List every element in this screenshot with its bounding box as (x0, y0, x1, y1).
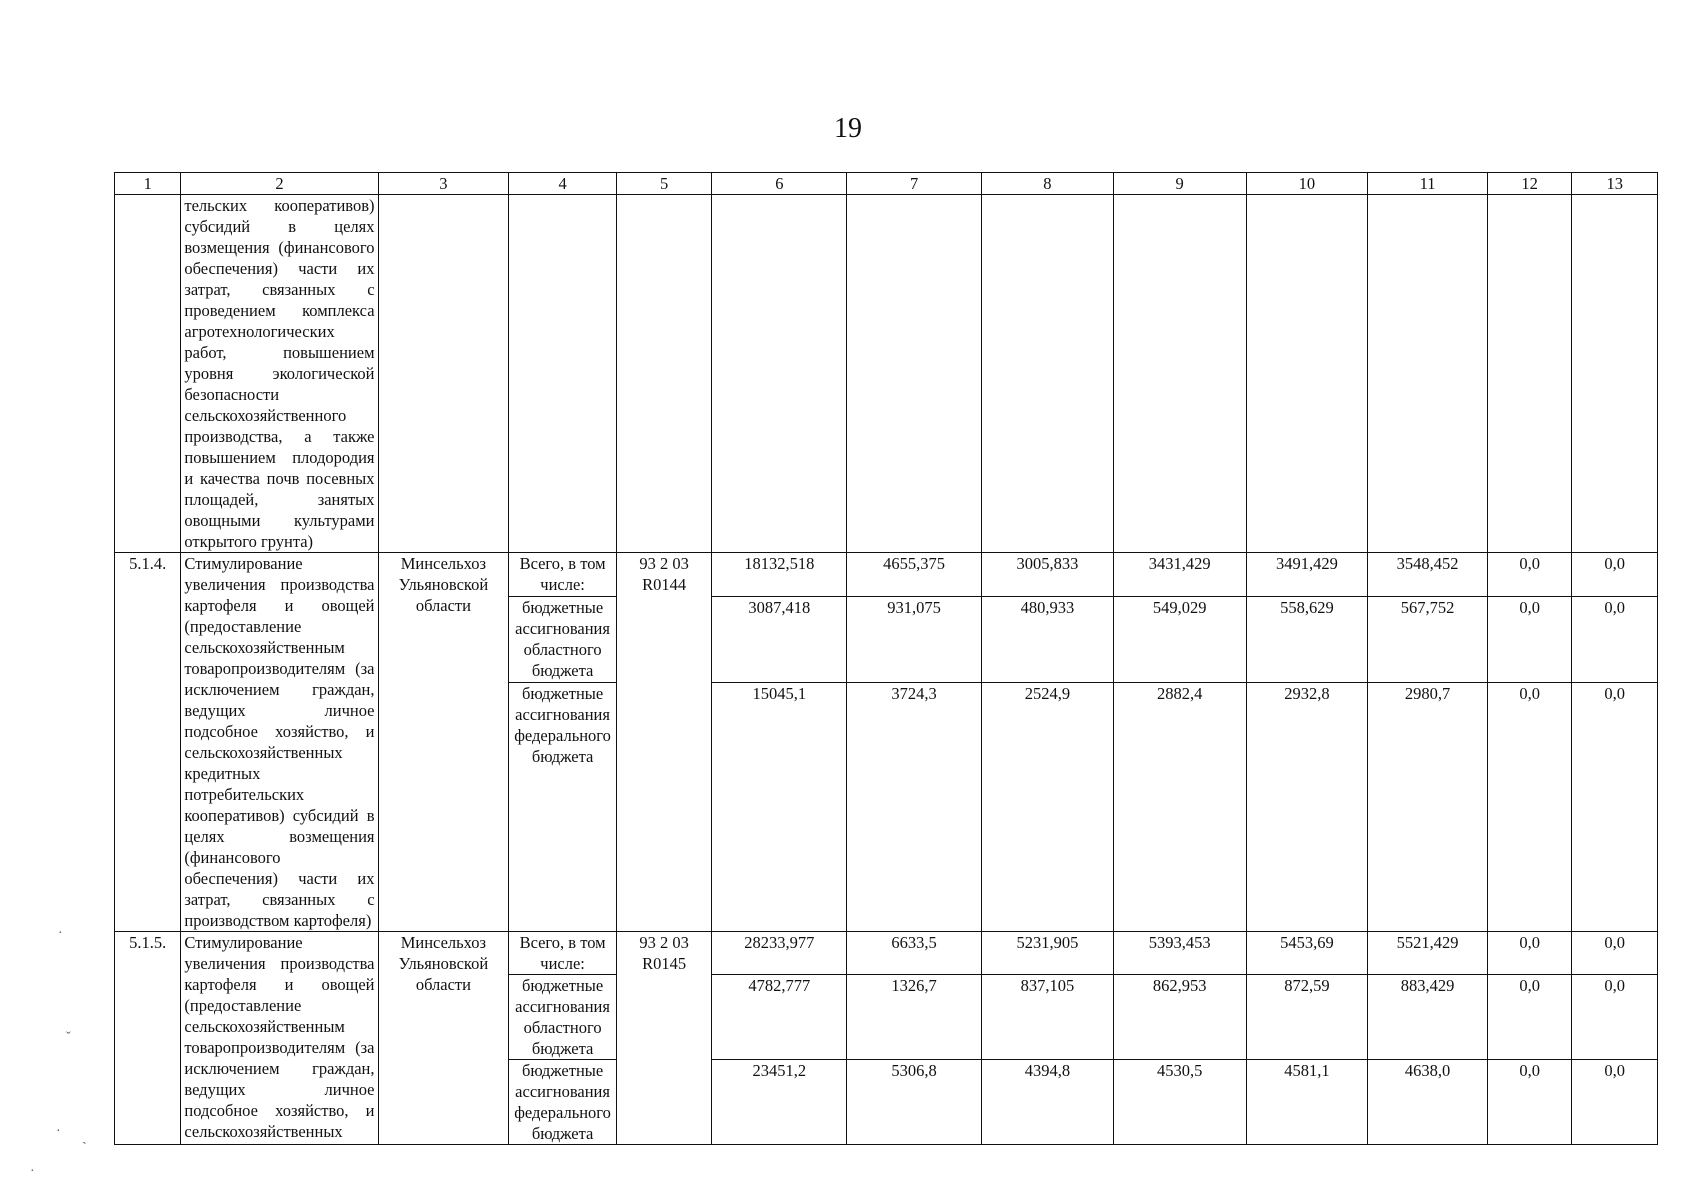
value-cell: 23451,2 (712, 1060, 847, 1145)
funding-source: Всего, в том числе: (509, 932, 617, 975)
value-cell: 0,0 (1572, 1060, 1658, 1145)
value-cell: 3431,429 (1113, 553, 1246, 597)
value-cell: 6633,5 (847, 932, 982, 975)
value-cell: 0,0 (1487, 553, 1571, 597)
value-cell: 931,075 (847, 596, 982, 683)
value-cell: 0,0 (1572, 932, 1658, 975)
value-cell: 2524,9 (982, 683, 1114, 932)
value-cell: 5306,8 (847, 1060, 982, 1145)
value-cell: 0,0 (1572, 553, 1658, 597)
value-cell: 3548,452 (1368, 553, 1488, 597)
scan-speck: ˏ (82, 1130, 87, 1145)
value-cell: 4655,375 (847, 553, 982, 597)
header-cell: 9 (1113, 173, 1246, 195)
header-cell: 1 (115, 173, 181, 195)
measure-executor: Минсельхоз Ульяновской области (378, 932, 509, 1145)
value-cell: 28233,977 (712, 932, 847, 975)
measure-description: тельских кооперативов) субсидий в целях возмещения (финансового обеспечения) части их затрат, связанных с проведением комплекса агротехнологических работ, повышением уровня экологической безопасности сельскохозяйственного производства, а также повышением плодородия и качества почв посевных площадей, занятых овощными культурами открытого грунта) (181, 195, 378, 553)
value-cell: 558,629 (1246, 596, 1368, 683)
header-cell: 12 (1487, 173, 1571, 195)
continuation-row (115, 195, 1658, 553)
value-cell: 0,0 (1487, 975, 1571, 1060)
header-cell: 5 (616, 173, 712, 195)
scan-speck: ˇ (66, 1030, 71, 1045)
funding-source: Всего, в том числе: (509, 553, 617, 597)
measure-executor: Минсельхоз Ульяновской области (378, 553, 509, 932)
value-cell: 837,105 (982, 975, 1114, 1060)
value-cell: 4782,777 (712, 975, 847, 1060)
header-cell: 10 (1246, 173, 1368, 195)
scan-speck: · (30, 1164, 35, 1179)
header-cell: 11 (1368, 173, 1488, 195)
value-cell: 480,933 (982, 596, 1114, 683)
value-cell: 0,0 (1487, 932, 1571, 975)
value-cell: 0,0 (1487, 596, 1571, 683)
budget-code: 93 2 03 R0144 (616, 553, 712, 932)
page-number: 19 (834, 113, 862, 144)
measure-description: Стимулирование увеличения производства картофеля и овощей (предоставление сельскохозяйственным товаропроизводителям (за исключением граждан, ведущих личное подсобное хозяйство, и сельскохозяйственных (181, 932, 378, 1145)
table-row (115, 932, 1658, 975)
value-cell: 3491,429 (1246, 553, 1368, 597)
header-cell: 8 (982, 173, 1114, 195)
budget-code: 93 2 03 R0145 (616, 932, 712, 1145)
scan-speck: · (56, 1124, 61, 1139)
table-row (115, 553, 1658, 597)
measure-number: 5.1.5. (115, 932, 181, 1145)
value-cell: 4638,0 (1368, 1060, 1488, 1145)
value-cell: 883,429 (1368, 975, 1488, 1060)
funding-source: бюджетные ассигнования федерального бюджета (509, 683, 617, 932)
value-cell: 0,0 (1572, 975, 1658, 1060)
header-cell: 2 (181, 173, 378, 195)
funding-source: бюджетные ассигнования областного бюджета (509, 596, 617, 683)
value-cell: 18132,518 (712, 553, 847, 597)
funding-source: бюджетные ассигнования федерального бюджета (509, 1060, 617, 1145)
value-cell: 15045,1 (712, 683, 847, 932)
value-cell: 1326,7 (847, 975, 982, 1060)
measure-number: 5.1.4. (115, 553, 181, 932)
header-cell: 4 (509, 173, 617, 195)
value-cell: 549,029 (1113, 596, 1246, 683)
value-cell: 0,0 (1487, 683, 1571, 932)
header-cell: 6 (712, 173, 847, 195)
value-cell: 0,0 (1487, 1060, 1571, 1145)
value-cell: 0,0 (1572, 596, 1658, 683)
value-cell: 0,0 (1572, 683, 1658, 932)
value-cell: 5393,453 (1113, 932, 1246, 975)
budget-table (114, 172, 1658, 1145)
value-cell: 4581,1 (1246, 1060, 1368, 1145)
value-cell: 5453,69 (1246, 932, 1368, 975)
header-cell: 3 (378, 173, 509, 195)
value-cell: 3005,833 (982, 553, 1114, 597)
value-cell: 862,953 (1113, 975, 1246, 1060)
value-cell: 2980,7 (1368, 683, 1488, 932)
value-cell: 2882,4 (1113, 683, 1246, 932)
measure-description: Стимулирование увеличения производства картофеля и овощей (предоставление сельскохозяйственным товаропроизводителям (за исключением граждан, ведущих личное подсобное хозяйство, и сельскохозяйственных кредитных потребительских кооперативов) субсидий в целях возмещения (финансового обеспечения) части их затрат, связанных с производством картофеля) (181, 553, 378, 932)
value-cell: 3087,418 (712, 596, 847, 683)
funding-source: бюджетные ассигнования областного бюджета (509, 975, 617, 1060)
value-cell: 4394,8 (982, 1060, 1114, 1145)
header-row (115, 173, 1658, 195)
header-cell: 13 (1572, 173, 1658, 195)
value-cell: 567,752 (1368, 596, 1488, 683)
scan-speck: · (58, 926, 63, 941)
value-cell: 872,59 (1246, 975, 1368, 1060)
value-cell: 2932,8 (1246, 683, 1368, 932)
value-cell: 3724,3 (847, 683, 982, 932)
value-cell: 4530,5 (1113, 1060, 1246, 1145)
value-cell: 5521,429 (1368, 932, 1488, 975)
header-cell: 7 (847, 173, 982, 195)
value-cell: 5231,905 (982, 932, 1114, 975)
